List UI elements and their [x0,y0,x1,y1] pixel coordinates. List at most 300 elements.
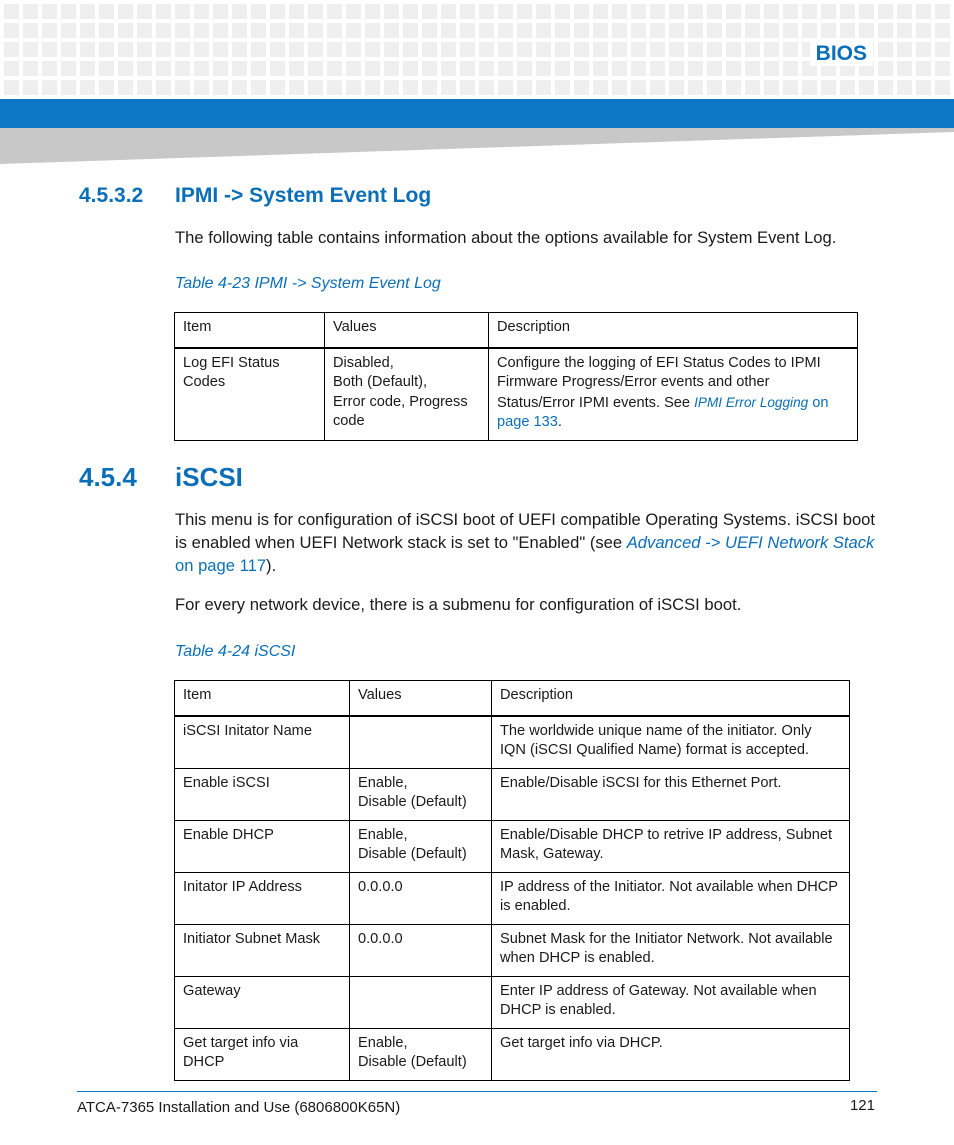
header-values: Values [350,681,492,716]
pattern-tile [289,42,304,57]
pattern-tile [460,42,475,57]
pattern-tile [289,4,304,19]
pattern-tile [365,42,380,57]
pattern-tile [707,23,722,38]
pattern-tile [726,4,741,19]
pattern-tile [175,42,190,57]
pattern-tile [650,42,665,57]
pattern-tile [498,23,513,38]
table-row [175,976,850,1028]
values-cell-line: Disable (Default) [358,794,467,810]
pattern-tile [61,4,76,19]
pattern-tile [365,61,380,76]
pattern-tile [536,4,551,19]
item-cell [175,872,350,924]
table-row [175,768,850,820]
pattern-tile [80,23,95,38]
pattern-tile [118,4,133,19]
pattern-tile [270,42,285,57]
pattern-tile [422,80,437,95]
pattern-tile [859,80,874,95]
pattern-tile [365,23,380,38]
table-row [175,872,850,924]
pattern-tile [631,61,646,76]
para-suffix: ). [266,556,277,575]
pattern-tile [156,61,171,76]
pattern-tile [23,42,38,57]
description-cell [489,348,858,441]
section-title: IPMI -> System Event Log [175,184,432,207]
pattern-tile [878,80,893,95]
pattern-tile [346,23,361,38]
pattern-tile [764,42,779,57]
pattern-tile [289,80,304,95]
pattern-tile [137,23,152,38]
pattern-tile [137,80,152,95]
values-cell [350,976,492,1028]
pattern-tile [194,23,209,38]
pattern-tile [935,80,950,95]
pattern-tile [61,42,76,57]
pattern-tile [536,23,551,38]
item-cell-line: Enable iSCSI [183,774,270,791]
pattern-tile [175,61,190,76]
pattern-tile [137,42,152,57]
description-cell: Subnet Mask for the Initiator Network. Not available when DHCP is enabled. [492,924,850,976]
values-cell-line: 0.0.0.0 [358,930,403,947]
pattern-tile [175,23,190,38]
pattern-tile [384,23,399,38]
link-page-ref[interactable]: on page 133 [497,394,829,430]
pattern-tile [384,61,399,76]
pattern-tile [745,42,760,57]
pattern-tile [916,23,931,38]
pattern-tile [422,42,437,57]
table-row [175,924,850,976]
pattern-tile [61,61,76,76]
pattern-tile [194,80,209,95]
pattern-tile [897,61,912,76]
pattern-tile [42,61,57,76]
pattern-tile [555,61,570,76]
table-header-row [175,313,858,348]
pattern-tile [612,4,627,19]
item-cell [175,924,350,976]
header-description: Description [492,681,850,716]
pattern-tile [840,23,855,38]
pattern-tile [270,61,285,76]
pattern-tile [327,42,342,57]
item-cell-line: iSCSI Initator Name [183,722,312,739]
table-iscsi [174,680,850,1081]
intro-paragraph: The following table contains information about the options available for System Event Log. [175,228,837,247]
pattern-tile [308,61,323,76]
pattern-tile [23,80,38,95]
pattern-tile [517,61,532,76]
values-cell [350,872,492,924]
pattern-tile [726,61,741,76]
description-cell: Enter IP address of Gateway. Not available when DHCP is enabled. [492,976,850,1028]
pattern-tile [764,23,779,38]
pattern-tile [916,42,931,57]
pattern-tile [460,80,475,95]
pattern-tile [403,4,418,19]
pattern-tile [878,23,893,38]
pattern-tile [802,4,817,19]
pattern-tile [574,61,589,76]
pattern-tile [593,80,608,95]
pattern-tile [308,4,323,19]
pattern-tile [688,61,703,76]
pattern-tile [612,42,627,57]
description-cell: Enable/Disable DHCP to retrive IP address, Subnet Mask, Gateway. [492,820,850,872]
values-cell [325,348,489,441]
pattern-tile [688,80,703,95]
footer-page-number: 121 [849,1097,875,1114]
pattern-tile [137,4,152,19]
pattern-tile [536,61,551,76]
pattern-tile [384,42,399,57]
pattern-tile [745,80,760,95]
pattern-tile [650,80,665,95]
pattern-tile [764,80,779,95]
pattern-tile [118,23,133,38]
values-cell-line: Enable, [358,826,408,843]
pattern-tile [422,61,437,76]
pattern-tile [99,61,114,76]
pattern-tile [4,42,19,57]
item-cell [175,768,350,820]
description-cell: Enable/Disable iSCSI for this Ethernet Port. [492,768,850,820]
pattern-tile [764,61,779,76]
pattern-tile [517,80,532,95]
pattern-tile [707,61,722,76]
pattern-tile [669,80,684,95]
pattern-tile [403,42,418,57]
pattern-tile [441,4,456,19]
pattern-tile [118,61,133,76]
description-cell: IP address of the Initiator. Not available when DHCP is enabled. [492,872,850,924]
pattern-tile [213,4,228,19]
pattern-tile [156,42,171,57]
pattern-tile [574,4,589,19]
item-cell [175,348,325,441]
pattern-tile [251,4,266,19]
link-text[interactable]: Advanced -> UEFI Network Stack [626,533,875,552]
para-text: This menu is for configuration of iSCSI boot of UEFI compatible Operating Systems. iSCSI boot is enabled when UEFI Network stack is set to "Enabled" (see [175,510,876,552]
header-blue-bar [0,99,954,128]
pattern-tile [156,4,171,19]
pattern-tile [23,23,38,38]
item-cell-line: DHCP [183,1054,225,1070]
pattern-tile [308,80,323,95]
pattern-tile [631,80,646,95]
footer-document-title: ATCA-7365 Installation and Use (6806800K65N) [77,1099,401,1116]
pattern-tile [99,23,114,38]
values-cell [350,924,492,976]
pattern-tile [574,23,589,38]
section-title: iSCSI [175,462,243,492]
pattern-tile [346,80,361,95]
pattern-tile [441,80,456,95]
pattern-tile [384,4,399,19]
pattern-tile [878,42,893,57]
pattern-tile [422,4,437,19]
pattern-tile [669,42,684,57]
pattern-tile [194,61,209,76]
pattern-tile [878,61,893,76]
pattern-tile [441,23,456,38]
pattern-tile [289,23,304,38]
pattern-tile [688,23,703,38]
pattern-tile [669,23,684,38]
pattern-tile [840,80,855,95]
description-cell: The worldwide unique name of the initiator. Only IQN (iSCSI Qualified Name) format is accepted. [492,716,850,769]
pattern-tile [4,23,19,38]
link-text[interactable]: IPMI Error Logging [694,394,809,410]
pattern-tile [897,42,912,57]
pattern-tile [460,61,475,76]
pattern-tile [479,80,494,95]
pattern-tile [555,42,570,57]
value-line: Disabled, [333,354,394,371]
pattern-tile [80,42,95,57]
pattern-tile [555,23,570,38]
pattern-tile [365,80,380,95]
item-cell-line: Initiator Subnet Mask [183,930,321,947]
pattern-tile [612,23,627,38]
table-caption-4-24: Table 4-24 iSCSI [175,643,296,660]
item-cell-line: Get target info via [183,1034,299,1051]
pattern-tile [99,4,114,19]
item-cell [175,976,350,1028]
values-cell-line: 0.0.0.0 [358,878,403,895]
pattern-tile [593,23,608,38]
pattern-tile [935,23,950,38]
pattern-tile [574,42,589,57]
pattern-tile [593,4,608,19]
pattern-tile [156,23,171,38]
iscsi-submenu-paragraph: For every network device, there is a submenu for configuration of iSCSI boot. [175,595,742,614]
pattern-tile [612,80,627,95]
pattern-tile [251,80,266,95]
pattern-tile [593,61,608,76]
pattern-tile [631,4,646,19]
pattern-tile [232,42,247,57]
pattern-tile [479,42,494,57]
header-values: Values [325,313,489,348]
iscsi-paragraph [175,508,880,577]
pattern-tile [593,42,608,57]
pattern-tile [555,4,570,19]
pattern-tile [4,4,19,19]
table-row [175,348,858,441]
pattern-tile [251,42,266,57]
pattern-tile [688,4,703,19]
pattern-tile [783,4,798,19]
header-description: Description [489,313,858,348]
pattern-tile [764,4,779,19]
table-ipmi-system-event-log [174,312,858,441]
values-cell-line: Enable, [358,774,408,791]
pattern-tile [745,4,760,19]
pattern-tile [42,23,57,38]
pattern-tile [346,42,361,57]
pattern-tile [935,61,950,76]
pattern-tile [745,23,760,38]
pattern-tile [213,61,228,76]
pattern-tile [194,4,209,19]
table-caption-4-23: Table 4-23 IPMI -> System Event Log [175,275,441,292]
item-line: Log EFI Status [183,354,280,371]
pattern-tile [650,61,665,76]
pattern-tile [61,23,76,38]
pattern-tile [365,4,380,19]
pattern-tile [935,4,950,19]
table-header-row [175,681,850,716]
section-tag: BIOS [810,42,873,66]
pattern-tile [726,23,741,38]
pattern-tile [726,42,741,57]
pattern-tile [669,4,684,19]
pattern-tile [308,23,323,38]
pattern-tile [859,23,874,38]
section-heading-4-5-4 [79,462,243,493]
footer-divider [77,1091,877,1092]
item-cell [175,820,350,872]
pattern-tile [80,4,95,19]
pattern-tile [384,80,399,95]
pattern-tile [327,4,342,19]
pattern-tile [232,23,247,38]
pattern-tile [669,61,684,76]
pattern-tile [726,80,741,95]
pattern-tile [859,4,874,19]
pattern-tile [707,42,722,57]
pattern-tile [213,23,228,38]
pattern-tile [498,80,513,95]
pattern-tile [308,42,323,57]
pattern-tile [118,42,133,57]
pattern-tile [403,61,418,76]
values-cell [350,768,492,820]
pattern-tile [156,80,171,95]
pattern-tile [270,4,285,19]
item-cell [175,1028,350,1080]
pattern-tile [517,42,532,57]
link-page-ref[interactable]: on page 117 [175,556,267,575]
section-heading-4-5-3-2 [79,184,431,208]
pattern-tile [783,42,798,57]
pattern-tile [555,80,570,95]
pattern-tile [327,61,342,76]
header-gray-wedge [0,128,954,164]
pattern-tile [783,80,798,95]
pattern-tile [99,80,114,95]
pattern-tile [441,61,456,76]
pattern-tile [232,80,247,95]
pattern-tile [517,4,532,19]
values-cell [350,820,492,872]
value-line: Error code, Progress [333,393,468,410]
section-number: 4.5.3.2 [79,184,144,207]
values-cell-line: Disable (Default) [358,846,467,862]
pattern-tile [802,80,817,95]
pattern-tile [821,4,836,19]
pattern-tile [346,61,361,76]
pattern-tile [194,42,209,57]
value-line: code [333,413,365,429]
pattern-tile [270,23,285,38]
description-cell: Get target info via DHCP. [492,1028,850,1080]
pattern-tile [42,80,57,95]
pattern-tile [42,4,57,19]
pattern-tile [707,80,722,95]
pattern-tile [175,4,190,19]
pattern-tile [498,61,513,76]
section-number: 4.5.4 [79,462,137,492]
pattern-tile [422,23,437,38]
pattern-tile [916,80,931,95]
table-row [175,1028,850,1080]
pattern-tile [232,4,247,19]
item-line: Codes [183,374,226,390]
pattern-tile [783,61,798,76]
table-row [175,716,850,769]
pattern-tile [840,4,855,19]
pattern-tile [897,80,912,95]
pattern-tile [403,80,418,95]
item-cell-line: Initator IP Address [183,878,302,895]
pattern-tile [23,4,38,19]
pattern-tile [175,80,190,95]
pattern-tile [137,61,152,76]
pattern-tile [783,23,798,38]
values-cell [350,716,492,769]
pattern-tile [897,4,912,19]
pattern-tile [289,61,304,76]
pattern-tile [61,80,76,95]
pattern-tile [517,23,532,38]
pattern-tile [327,23,342,38]
pattern-tile [99,42,114,57]
item-cell-line: Gateway [183,982,241,999]
pattern-tile [270,80,285,95]
pattern-tile [574,80,589,95]
pattern-tile [612,61,627,76]
values-cell-line: Disable (Default) [358,1054,467,1070]
item-cell-line: Enable DHCP [183,826,274,843]
pattern-tile [479,23,494,38]
pattern-tile [479,61,494,76]
pattern-tile [460,23,475,38]
pattern-tile [251,61,266,76]
value-line: Both (Default), [333,374,428,390]
pattern-tile [821,23,836,38]
pattern-tile [916,4,931,19]
values-cell [350,1028,492,1080]
pattern-tile [441,42,456,57]
pattern-tile [4,61,19,76]
pattern-tile [631,23,646,38]
pattern-tile [935,42,950,57]
desc-suffix: . [557,414,562,430]
pattern-tile [23,61,38,76]
pattern-tile [80,80,95,95]
pattern-tile [213,80,228,95]
pattern-tile [536,42,551,57]
table-row [175,820,850,872]
